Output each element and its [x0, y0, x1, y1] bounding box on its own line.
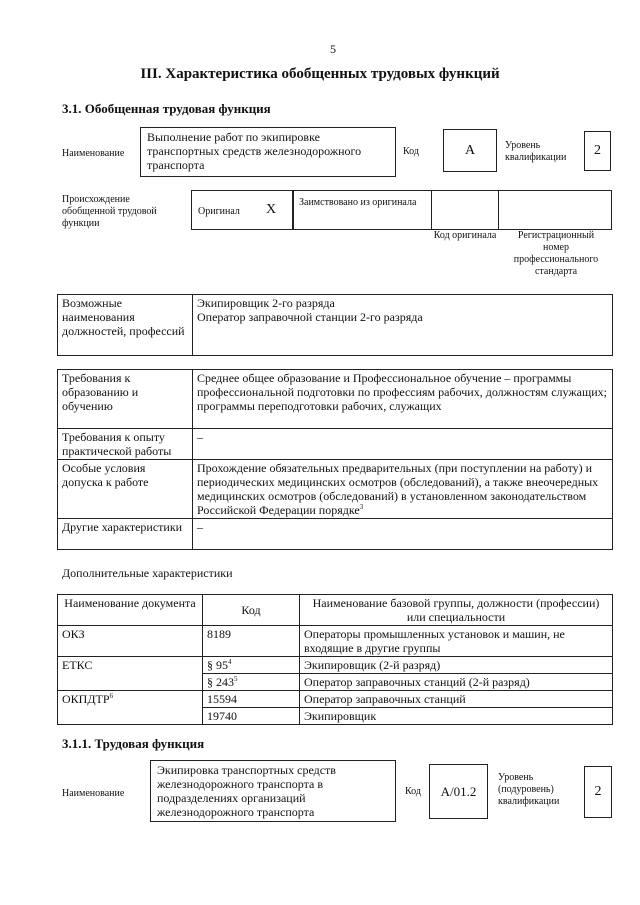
- subsection-heading: 3.1. Обобщенная трудовая функция: [62, 101, 271, 116]
- requirement-value: –: [193, 519, 613, 550]
- function-heading: 3.1.1. Трудовая функция: [62, 736, 205, 751]
- code-value: A: [464, 142, 476, 158]
- code-cell: [203, 674, 300, 691]
- table-row: [58, 519, 613, 550]
- requirement-value: [193, 460, 613, 519]
- table-row: [58, 657, 613, 674]
- list-item: Экипировщик 2-го разряда: [197, 296, 335, 310]
- footnote-mark: 3: [359, 503, 364, 511]
- positions-table: [57, 294, 613, 356]
- registration-number-cell: [498, 190, 612, 230]
- labor-function-name-box: [150, 760, 396, 822]
- code-box: [429, 764, 488, 819]
- requirement-label: Требования к опыту практической работы: [58, 429, 193, 460]
- code-value: A/01.2: [440, 783, 477, 799]
- doc-cell: ЕТКС: [58, 657, 203, 691]
- requirement-label: Особые условия допуска к работе: [58, 460, 193, 519]
- footnote-mark: 6: [109, 692, 114, 700]
- requirement-label: Требования к образованию и обучению: [58, 370, 193, 429]
- table-row: [58, 295, 613, 356]
- function-name-box: [140, 127, 396, 177]
- table-row: [58, 691, 613, 708]
- positions-label: Возможные наименования должностей, профессий: [58, 295, 193, 356]
- borrowed-cell: [293, 190, 432, 230]
- name-cell: Экипировщик: [300, 708, 613, 725]
- doc-cell: [58, 691, 203, 725]
- code-text: § 95: [207, 658, 228, 672]
- table-row: [58, 370, 613, 429]
- table-row: [58, 626, 613, 657]
- column-header: Наименование базовой группы, должности (профессии) или специальности: [300, 595, 613, 626]
- level-label: Уровень квалификации: [505, 140, 567, 163]
- requirements-table: [57, 369, 613, 550]
- original-label: Оригинал: [198, 206, 240, 217]
- code-cell: 19740: [203, 708, 300, 725]
- level-value: 2: [594, 784, 602, 799]
- positions-value: [193, 295, 613, 356]
- original-mark: X: [266, 202, 277, 217]
- requirement-label: Другие характеристики: [58, 519, 193, 550]
- table-row: [58, 460, 613, 519]
- section-title: III. Характеристика обобщенных трудовых функций: [140, 66, 500, 82]
- name-cell: Оператор заправочных станций (2-й разряд): [300, 674, 613, 691]
- original-cell: [191, 190, 293, 230]
- footnote-mark: 5: [234, 675, 238, 683]
- doc-text: ОКПДТР: [62, 692, 110, 706]
- list-item: Оператор заправочной станции 2-го разряда: [197, 310, 423, 324]
- name-label: Наименование: [62, 148, 125, 159]
- table-row: [58, 595, 613, 626]
- name-label: Наименование: [62, 788, 125, 799]
- original-code-cell: [431, 190, 499, 230]
- doc-cell: ОКЗ: [58, 626, 203, 657]
- extra-table: [57, 594, 613, 725]
- page-number: 5: [330, 42, 336, 56]
- code-cell: 15594: [203, 691, 300, 708]
- code-cell: 8189: [203, 626, 300, 657]
- level-box: [584, 131, 611, 171]
- column-header: Наименование документа: [58, 595, 203, 626]
- name-cell: Операторы промышленных установок и машин, не входящие в другие группы: [300, 626, 613, 657]
- code-label: Код: [405, 786, 421, 797]
- code-cell: [203, 657, 300, 674]
- level-value: 2: [594, 143, 601, 158]
- level-label: Уровень (подуровень) квалификации: [498, 772, 560, 807]
- requirement-text: Прохождение обязательных предварительных (при поступлении на работу) и периодических медицинских осмотров (обследований), а также внеочередных медицинских осмотров (обследований) в установленном законодательством Российской Федерации порядке: [197, 461, 599, 517]
- code-text: § 243: [207, 675, 234, 689]
- code-label: Код: [403, 146, 419, 157]
- extra-heading: Дополнительные характеристики: [62, 566, 233, 580]
- registration-number-caption: Регистрационный номер профессионального стандарта: [513, 230, 599, 277]
- level-box: [584, 766, 612, 818]
- requirement-value: –: [193, 429, 613, 460]
- requirement-value: Среднее общее образование и Профессиональное обучение – программы профессиональной подготовки по профессиям рабочих, должностям служащих; программы переподготовки рабочих, служащих: [193, 370, 613, 429]
- name-cell: Экипировщик (2-й разряд): [300, 657, 613, 674]
- footnote-mark: 4: [228, 658, 232, 666]
- function-name-value: Выполнение работ по экипировке транспортных средств железнодорожного транспорта: [147, 130, 362, 172]
- code-box: [443, 129, 497, 172]
- name-cell: Оператор заправочных станций: [300, 691, 613, 708]
- labor-function-name-value: Экипировка транспортных средств железнодорожного транспорта в подразделениях организаций железнодорожного транспорта: [157, 763, 336, 819]
- origin-label: Происхождение обобщенной трудовой функции: [62, 194, 157, 229]
- original-code-caption: Код оригинала: [433, 230, 497, 241]
- column-header: Код: [203, 595, 300, 626]
- table-row: [58, 429, 613, 460]
- borrowed-label: Заимствовано из оригинала: [299, 197, 417, 208]
